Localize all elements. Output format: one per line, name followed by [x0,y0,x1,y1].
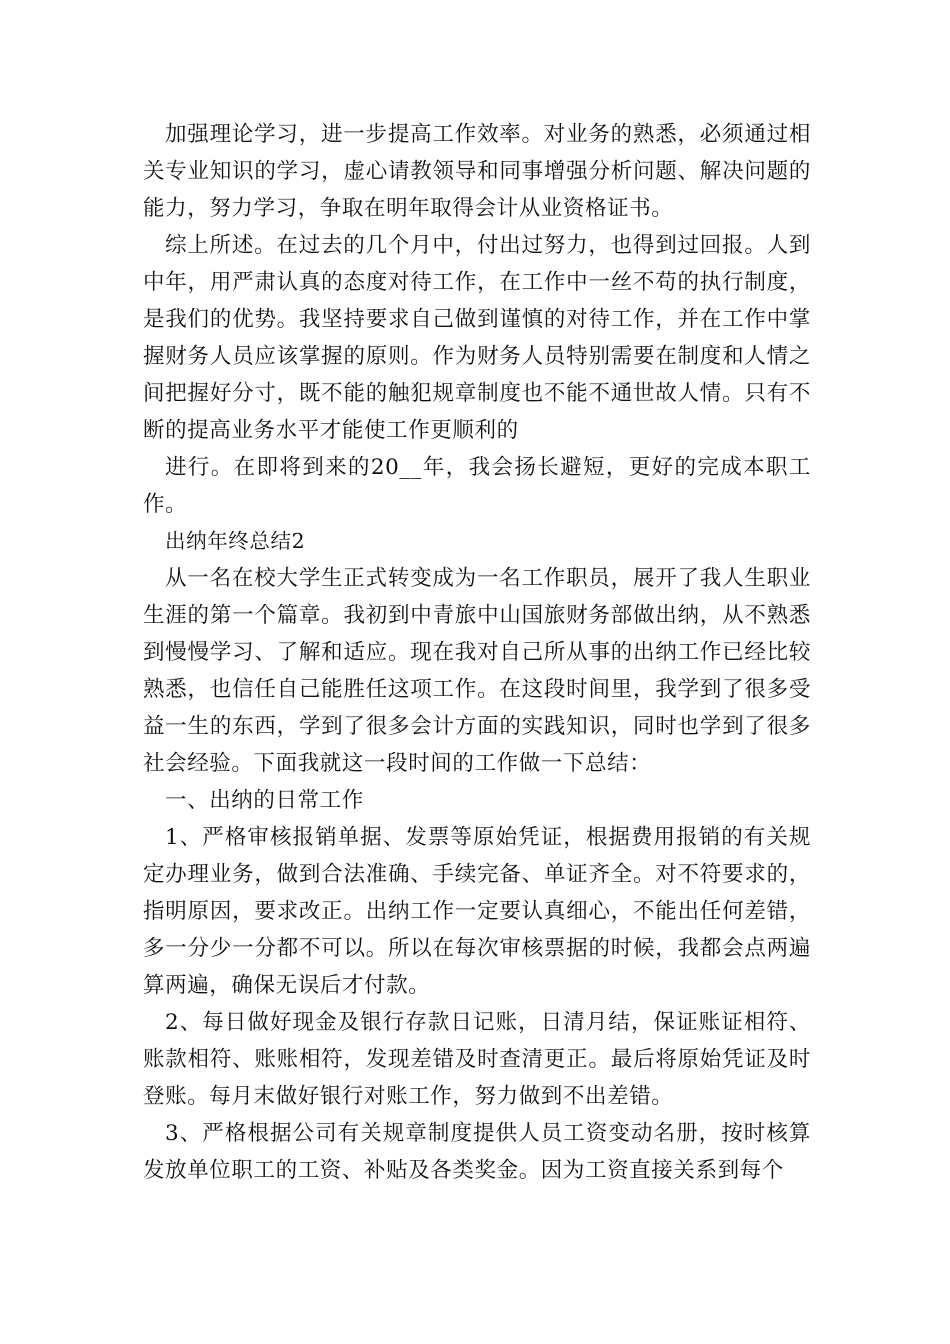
list-item-1: 1、严格审核报销单据、发票等原始凭证，根据费用报销的有关规定办理业务，做到合法准确、手续完备、单证齐全。对不符要求的，指明原因，要求改正。出纳工作一定要认真细心，不能出任何差错，多一分少一分都不可以。所以在每次审核票据的时候，我都会点两遍算两遍，确保无误后才付款。 [143,825,811,998]
list-item-2: 2、每日做好现金及银行存款日记账，日清月结，保证账证相符、账款相符、账账相符，发现差错及时查清更正。最后将原始凭证及时登账。每月末做好银行对账工作，努力做到不出差错。 [143,1010,811,1109]
paragraph-continuation: 进行。在即将到来的20__年，我会扬长避短，更好的完成本职工作。 [143,455,811,517]
paragraph-intro: 从一名在校大学生正式转变成为一名工作职员，展开了我人生职业生涯的第一个篇章。我初到中青旅中山国旅财务部做出纳，从不熟悉到慢慢学习、了解和适应。现在我对自己所从事的出纳工作已经比较熟悉，也信任自己能胜任这项工作。在这段时间里，我学到了很多受益一生的东西，学到了很多会计方面的实践知识，同时也学到了很多社会经验。下面我就这一段时间的工作做一下总结： [143,566,811,776]
paragraph-theory-study: 加强理论学习，进一步提高工作效率。对业务的熟悉，必须通过相关专业知识的学习，虚心请教领导和同事增强分析问题、解决问题的能力，努力学习，争取在明年取得会计从业资格证书。 [143,122,811,221]
paragraph-summary: 综上所述。在过去的几个月中，付出过努力，也得到过回报。人到中年，用严肃认真的态度对待工作，在工作中一丝不苟的执行制度，是我们的优势。我坚持要求自己做到谨慎的对待工作，并在工作中掌握财务人员应该掌握的原则。作为财务人员特别需要在制度和人情之间把握好分寸，既不能的触犯规章制度也不能不通世故人情。只有不断的提高业务水平才能使工作更顺利的 [143,233,811,443]
list-item-3: 3、严格根据公司有关规章制度提供人员工资变动名册，按时核算发放单位职工的工资、补贴及各类奖金。因为工资直接关系到每个 [143,1121,811,1183]
subheading-daily-work: 一、出纳的日常工作 [165,788,364,813]
document-body [143,116,811,1189]
section-title: 出纳年终总结2 [165,529,306,553]
